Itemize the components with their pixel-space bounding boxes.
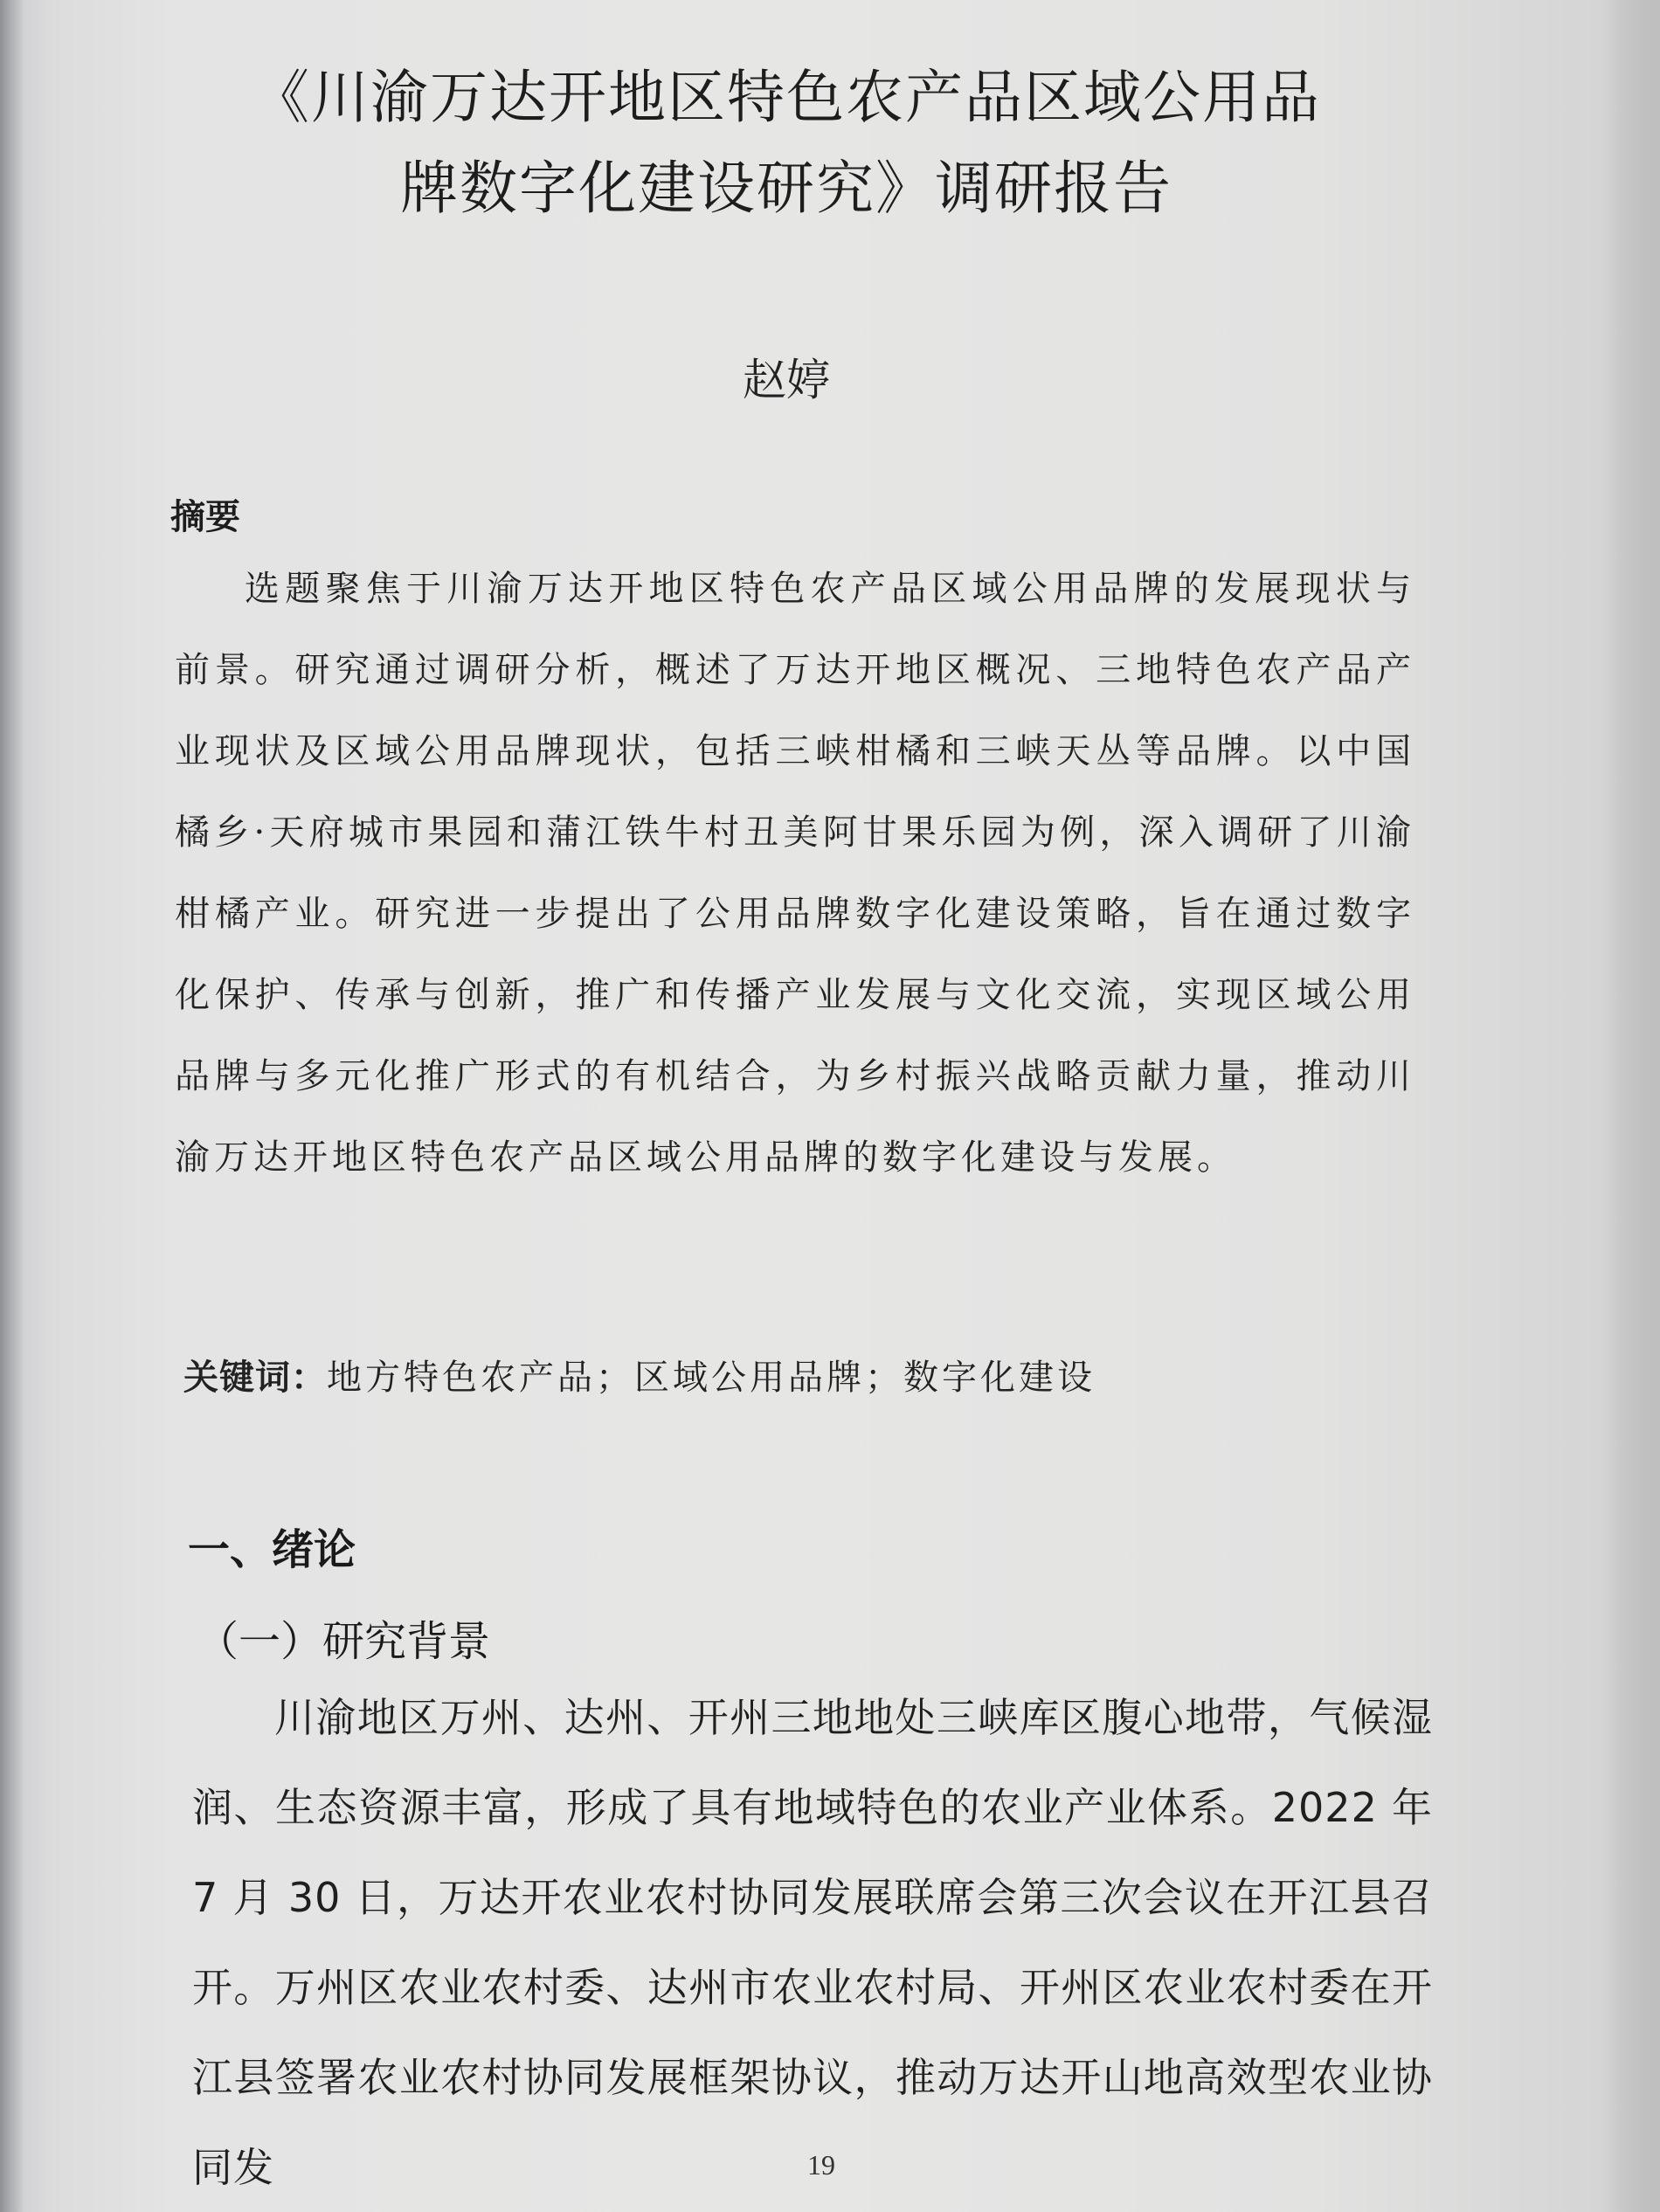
section-heading: 一、绪论 bbox=[188, 1525, 356, 1574]
title-line-2: 牌数字化建设研究》调研报告 bbox=[400, 155, 1172, 222]
book-spine-shadow bbox=[0, 0, 24, 2212]
page-edge-shadow bbox=[1608, 0, 1660, 2212]
subsection-heading: （一）研究背景 bbox=[197, 1617, 491, 1666]
keywords-label: 关键词： bbox=[183, 1358, 327, 1398]
page-number: 19 bbox=[807, 2149, 835, 2181]
abstract-heading: 摘要 bbox=[170, 497, 240, 537]
document-title bbox=[175, 52, 1398, 234]
abstract-paragraph: 选题聚焦于川渝万达开地区特色农产品区域公用品牌的发展现状与前景。研究通过调研分析，概述了万达开地区概况、三地特色农产品产业现状及区域公用品牌现状，包括三峡柑橘和三峡天丛等品牌。以中国橘乡·天府城市果园和蒲江铁牛村丑美阿甘果乐园为例，深入调研了川渝柑橘产业。研究进一步提出了公用品牌数字化建设策略，旨在通过数字化保护、传承与创新，推广和传播产业发展与文化交流，实现区域公用品牌与多元化推广形式的有机结合，为乡村振兴战略贡献力量，推动川渝万达开地区特色农产品区域公用品牌的数字化建设与发展。 bbox=[175, 569, 1415, 1178]
author-name: 赵婷 bbox=[743, 355, 830, 405]
body-paragraph: 川渝地区万州、达州、开州三地地处三峡库区腹心地带，气候湿润、生态资源丰富，形成了具有地域特色的农业产业体系。2022 年 7 月 30 日，万达开农业农村协同发展联席会第三次会议在开江县召开。万州区农业农村委、达州市农业农村局、开州区农业农村委在开江县签署农业农村协同发展框架协议，推动万达开山地高效型农业协同发 bbox=[192, 1694, 1433, 2191]
keywords-line bbox=[183, 1350, 1096, 1400]
title-line-1: 《川渝万达开地区特色农产品区域公用品 bbox=[252, 64, 1321, 131]
keywords-values: 地方特色农产品；区域公用品牌；数字化建设 bbox=[327, 1358, 1096, 1398]
